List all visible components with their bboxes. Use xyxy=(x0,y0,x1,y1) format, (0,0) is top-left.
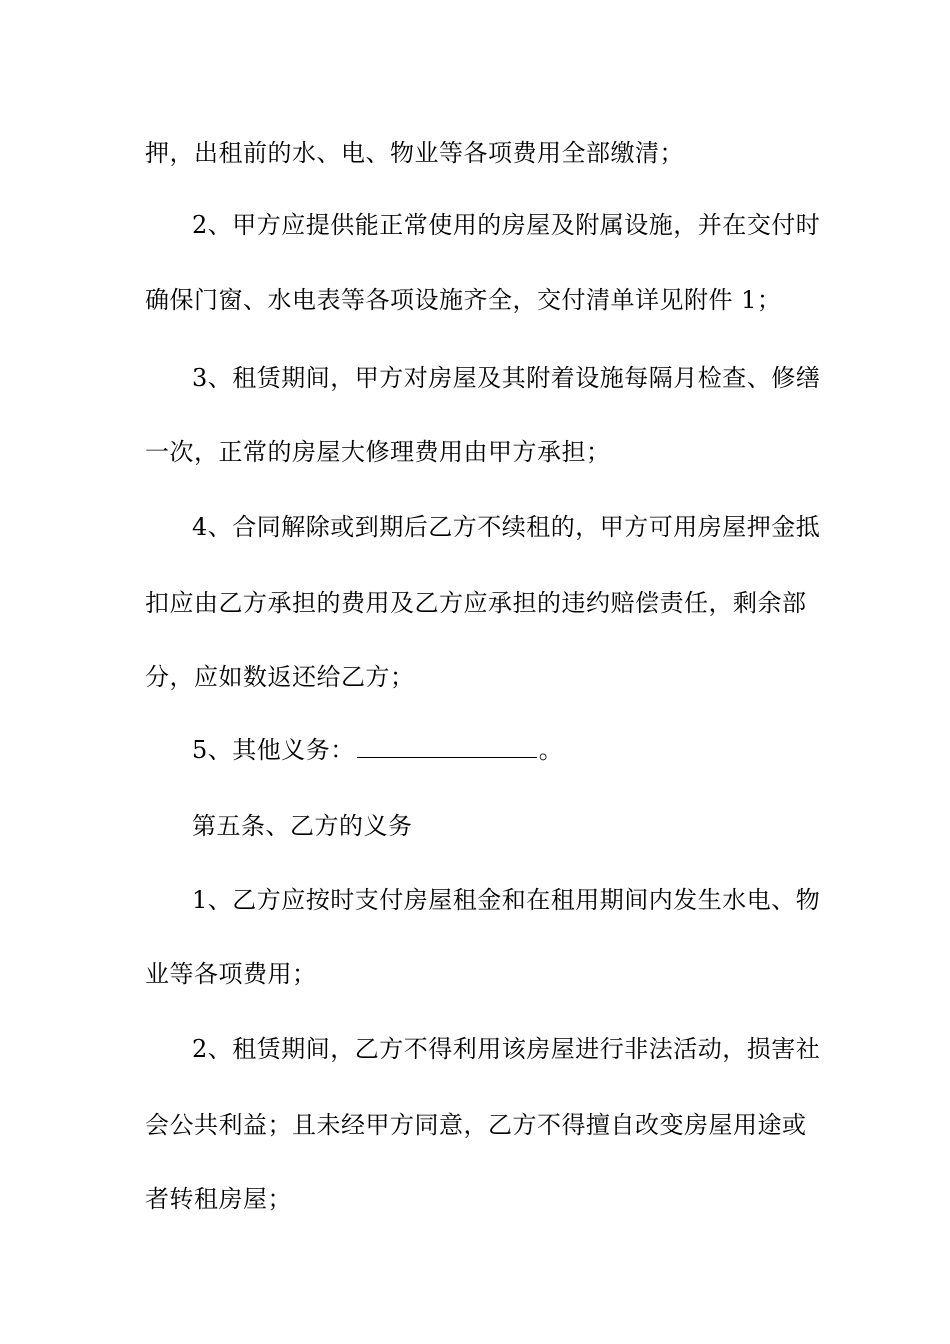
paragraph-line: 1、乙方应按时支付房屋租金和在租用期间内发生水电、物 xyxy=(192,886,821,914)
section-heading: 第五条、乙方的义务 xyxy=(192,812,413,840)
other-duties-label: 5、其他义务： xyxy=(192,736,355,764)
paragraph-line: 确保门窗、水电表等各项设施齐全，交付清单详见附件 1； xyxy=(145,286,782,314)
paragraph-line: 押，出租前的水、电、物业等各项费用全部缴清； xyxy=(145,139,684,167)
paragraph-line: 扣应由乙方承担的费用及乙方应承担的违约赔偿责任，剩余部 xyxy=(145,589,807,617)
paragraph-line: 4、合同解除或到期后乙方不续租的，甲方可用房屋押金抵 xyxy=(192,513,821,541)
paragraph-line: 一次，正常的房屋大修理费用由甲方承担； xyxy=(145,438,611,466)
paragraph-line: 会公共利益；且未经甲方同意，乙方不得擅自改变房屋用途或 xyxy=(145,1111,807,1139)
paragraph-line: 分，应如数返还给乙方； xyxy=(145,663,415,691)
other-duties-line xyxy=(192,734,892,766)
paragraph-line: 2、租赁期间，乙方不得利用该房屋进行非法活动，损害社 xyxy=(192,1035,821,1063)
sentence-end-mark: 。 xyxy=(538,736,564,764)
fill-in-blank xyxy=(357,735,537,758)
paragraph-line: 者转租房屋； xyxy=(145,1185,292,1213)
paragraph-line: 业等各项费用； xyxy=(145,960,317,988)
paragraph-line: 3、租赁期间，甲方对房屋及其附着设施每隔月检查、修缮 xyxy=(192,364,821,392)
paragraph-line: 2、甲方应提供能正常使用的房屋及附属设施，并在交付时 xyxy=(192,211,821,239)
